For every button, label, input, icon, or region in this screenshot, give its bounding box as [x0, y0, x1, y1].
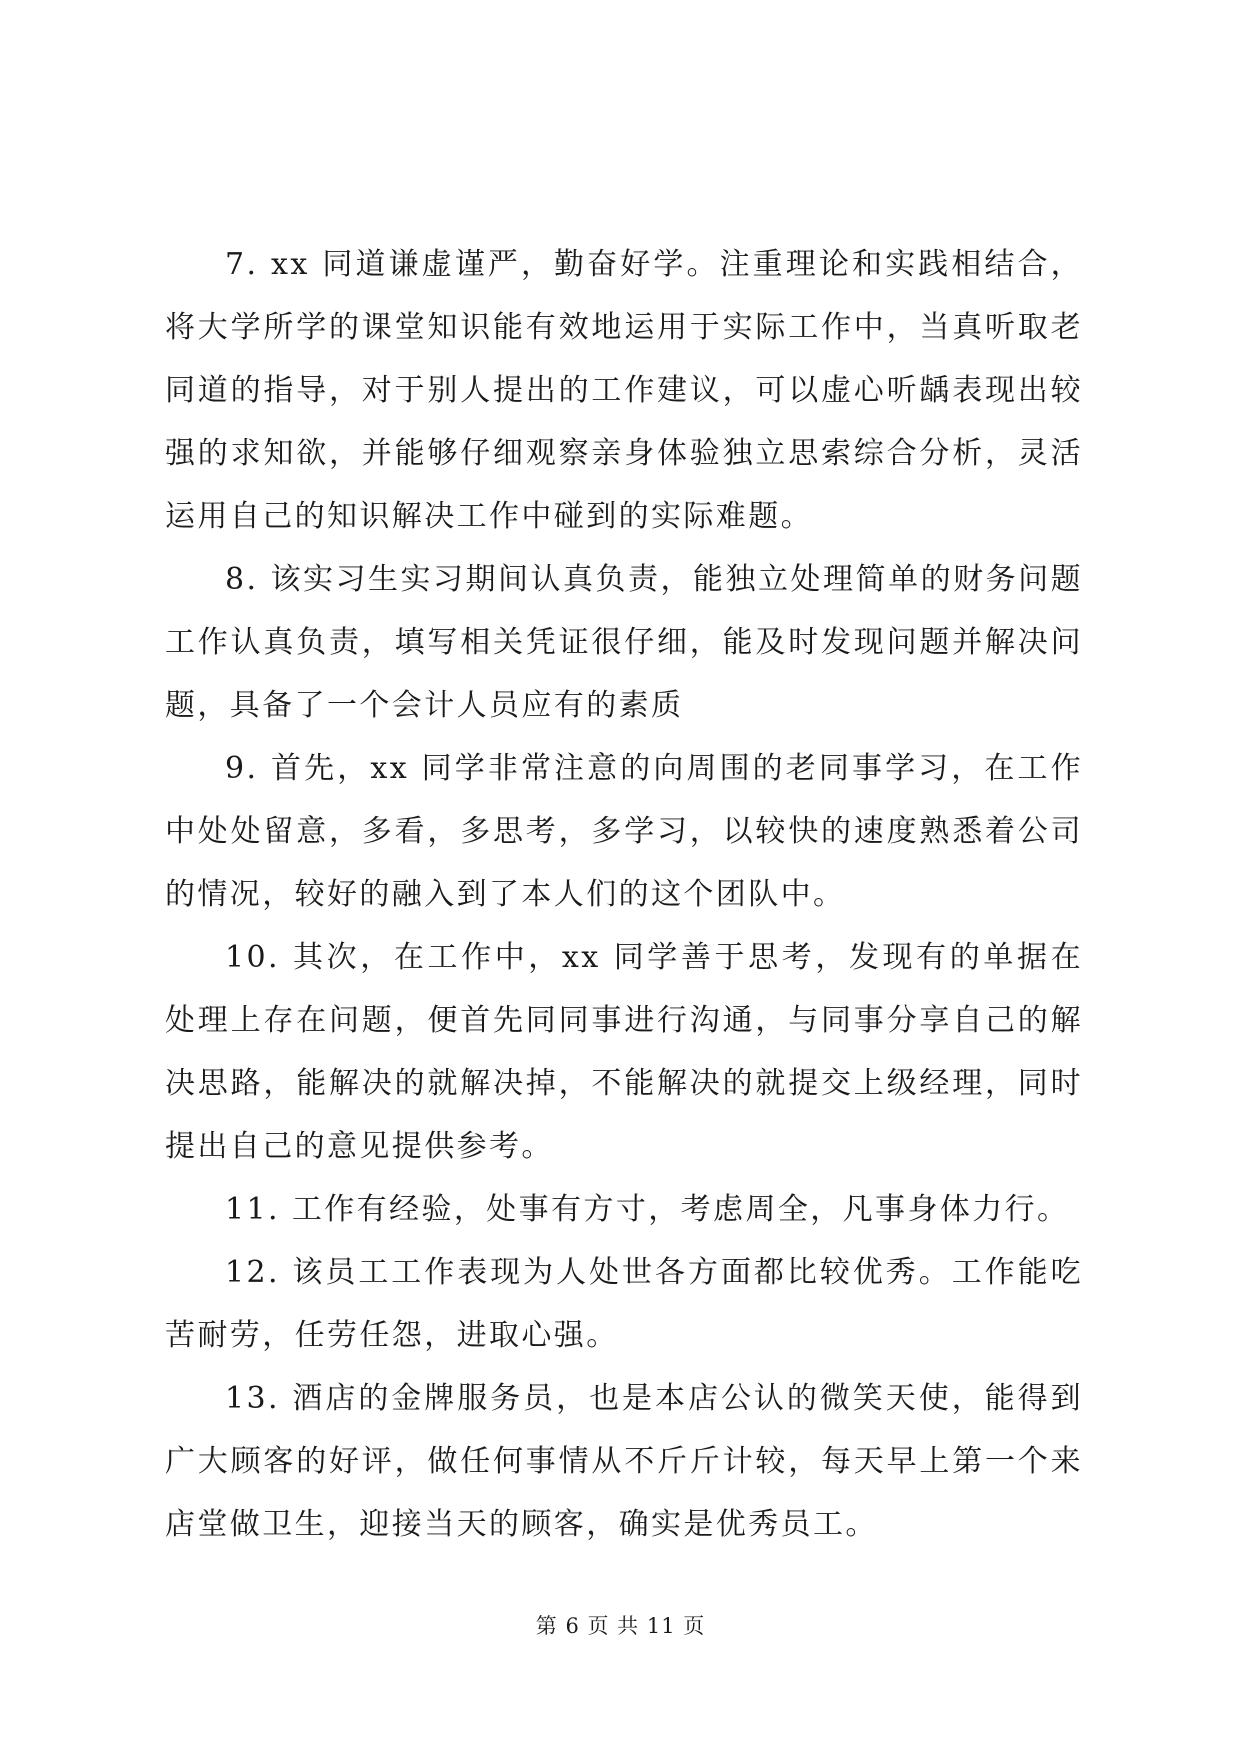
paragraph-12: 12. 该员工工作表现为人处世各方面都比较优秀。工作能吃苦耐劳，任劳任怨，进取心强。: [165, 1255, 1083, 1353]
paragraph-7: 7. xx 同道谦虚谨严，勤奋好学。注重理论和实践相结合，将大学所学的课堂知识能有效地运用于实际工作中，当真听取老同道的指导，对于别人提出的工作建议，可以虚心听龋表现出较强的求知欲，并能够仔细观察亲身体验独立思索综合分析，灵活运用自己的知识解决工作中碰到的实际难题。: [165, 247, 1083, 534]
paragraph-10: 10. 其次，在工作中，xx 同学善于思考，发现有的单据在处理上存在问题，便首先同同事进行沟通，与同事分享自己的解决思路，能解决的就解决掉，不能解决的就提交上级经理，同时提出自己的意见提供参考。: [165, 940, 1083, 1164]
page-number-footer: 第 6 页 共 11 页: [535, 1614, 706, 1638]
paragraph-9: 9. 首先，xx 同学非常注意的向周围的老同事学习，在工作中处处留意，多看，多思考，多学习，以较快的速度熟悉着公司的情况，较好的融入到了本人们的这个团队中。: [165, 751, 1083, 912]
paragraph-8: 8. 该实习生实习期间认真负责，能独立处理简单的财务问题工作认真负责，填写相关凭证很仔细，能及时发现问题并解决问题，具备了一个会计人员应有的素质: [165, 562, 1083, 723]
paragraph-11: 11. 工作有经验，处事有方寸，考虑周全，凡事身体力行。: [225, 1192, 1070, 1227]
document-body: [165, 233, 1083, 1556]
paragraph-13: 13. 酒店的金牌服务员，也是本店公认的微笑天使，能得到广大顾客的好评，做任何事情从不斤斤计较，每天早上第一个来店堂做卫生，迎接当天的顾客，确实是优秀员工。: [165, 1381, 1083, 1542]
